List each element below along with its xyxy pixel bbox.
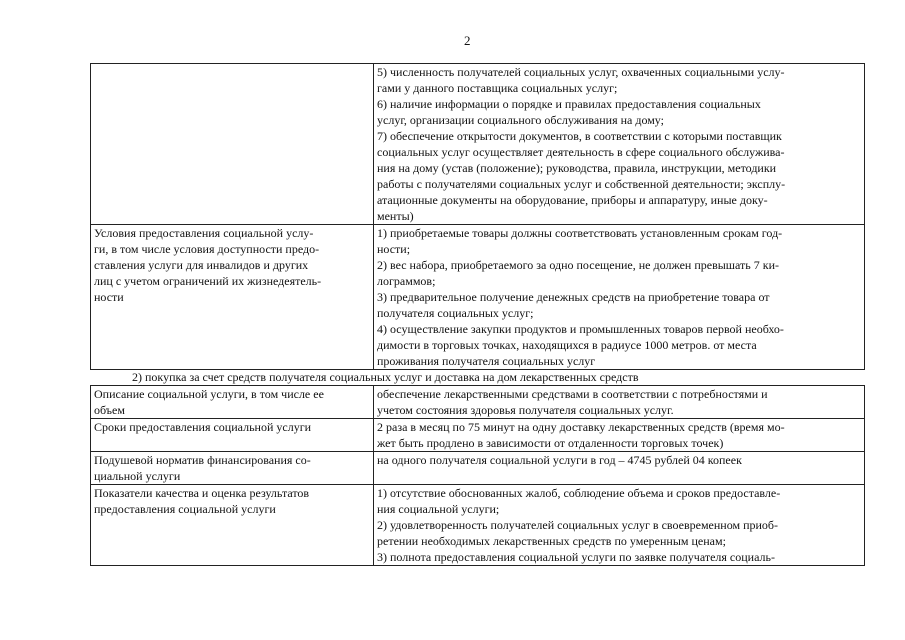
label-line: ности — [94, 290, 124, 304]
content-line: димости в торговых точках, находящихся в радиусе 1000 метров. от места — [377, 338, 757, 352]
content-line: 1) приобретаемые товары должны соответствовать установленным срокам год- — [377, 226, 783, 240]
content-line: социальных услуг осуществляет деятельность в сфере социального обслужива- — [377, 145, 785, 159]
content-line: жет быть продлено в зависимости от отдаленности торговых точек) — [377, 436, 724, 450]
row-label-cell — [91, 64, 374, 225]
row-content-cell — [374, 485, 865, 566]
content-line: 5) численность получателей социальных услуг, охваченных социальными услу- — [377, 65, 785, 79]
content-line: ния социальной услуги; — [377, 502, 500, 516]
content-line: на одного получателя социальной услуги в год – 4745 рублей 04 копеек — [377, 453, 742, 467]
label-line: лиц с учетом ограничений их жизнедеятель- — [94, 274, 322, 288]
label-line: Показатели качества и оценка результатов — [94, 486, 310, 500]
content-line: 2 раза в месяц по 75 минут на одну доставку лекарственных средств (время мо- — [377, 420, 785, 434]
label-line: ги, в том числе условия доступности предо- — [94, 242, 320, 256]
content-line: обеспечение лекарственными средствами в соответствии с потребностями и — [377, 387, 768, 401]
label-line: Условия предоставления социальной услу- — [94, 226, 314, 240]
label-line: Подушевой норматив финансирования со- — [94, 453, 311, 467]
content-line: ретении необходимых лекарственных средств по умеренным ценам; — [377, 534, 726, 548]
table-row — [91, 64, 865, 225]
row-content-cell — [374, 64, 865, 225]
content-line: 2) вес набора, приобретаемого за одно посещение, не должен превышать 7 ки- — [377, 258, 780, 272]
content-line: 3) полнота предоставления социальной услуги по заявке получателя социаль- — [377, 550, 775, 564]
content-line: ния на дому (устав (положение); руководства, правила, инструкции, методики — [377, 161, 777, 175]
table-row — [91, 452, 865, 485]
row-label-cell — [91, 386, 374, 419]
table-row — [91, 386, 865, 419]
content-line: 3) предварительное получение денежных средств на приобретение товара от — [377, 290, 770, 304]
label-line: циальной услуги — [94, 469, 181, 483]
table-row — [91, 419, 865, 452]
section-heading: 2) покупка за счет средств получателя социальных услуг и доставка на дом лекарственных средств — [132, 370, 639, 384]
label-line: Описание социальной услуги, в том числе ее — [94, 387, 324, 401]
content-line: получателя социальных услуг; — [377, 306, 534, 320]
label-line: предоставления социальной услуги — [94, 502, 276, 516]
row-label-cell — [91, 419, 374, 452]
content-line: работы с получателями социальных услуг и собственной деятельности; эксплу- — [377, 177, 786, 191]
page-number: 2 — [464, 33, 471, 48]
services-table-top — [90, 63, 865, 370]
row-label-cell — [91, 485, 374, 566]
label-line: Сроки предоставления социальной услуги — [94, 420, 312, 434]
table-row — [91, 225, 865, 370]
content-line: учетом состояния здоровья получателя социальных услуг. — [377, 403, 674, 417]
content-line: гами у данного поставщика социальных услуг; — [377, 81, 618, 95]
content-line: менты) — [377, 209, 414, 223]
label-line: объем — [94, 403, 125, 417]
content-line: услуг, организации социального обслуживания на дому; — [377, 113, 664, 127]
content-line: проживания получателя социальных услуг — [377, 354, 596, 368]
label-line: ставления услуги для инвалидов и других — [94, 258, 309, 272]
row-content-cell — [374, 225, 865, 370]
content-line: 2) удовлетворенность получателей социальных услуг в своевременном приоб- — [377, 518, 779, 532]
row-content-cell — [374, 419, 865, 452]
row-label-cell — [91, 452, 374, 485]
services-table-bottom — [90, 385, 865, 566]
row-content-cell — [374, 386, 865, 419]
content-line: атационные документы на оборудование, приборы и аппаратуру, иные доку- — [377, 193, 768, 207]
content-line: 1) отсутствие обоснованных жалоб, соблюдение объема и сроков предоставле- — [377, 486, 781, 500]
content-line: ности; — [377, 242, 411, 256]
content-line: 6) наличие информации о порядке и правилах предоставления социальных — [377, 97, 761, 111]
table-row — [91, 485, 865, 566]
row-label-cell — [91, 225, 374, 370]
row-content-cell — [374, 452, 865, 485]
content-line: 7) обеспечение открытости документов, в соответствии с которыми поставщик — [377, 129, 782, 143]
content-line: 4) осуществление закупки продуктов и промышленных товаров первой необхо- — [377, 322, 784, 336]
content-line: лограммов; — [377, 274, 436, 288]
